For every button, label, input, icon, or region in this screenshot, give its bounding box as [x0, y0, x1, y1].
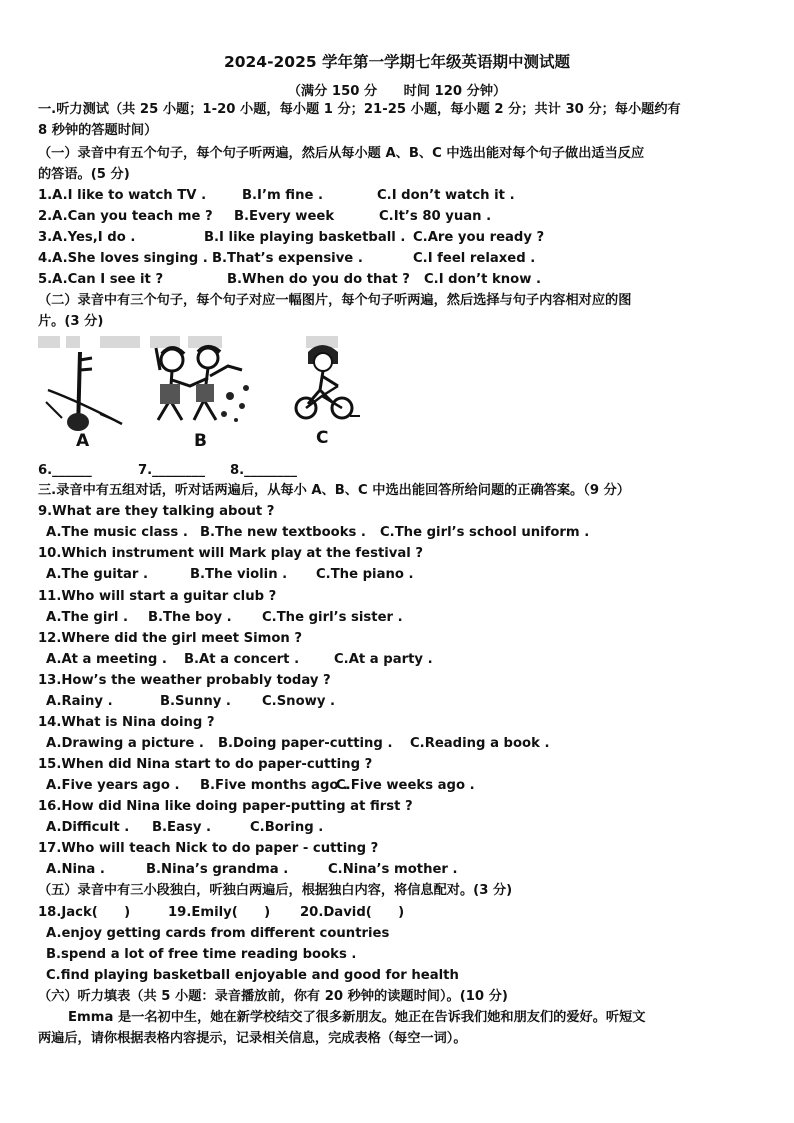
option-c: C.Five weeks ago . — [336, 778, 475, 793]
option-a: A.Rainy . — [46, 694, 113, 709]
option-a: 5.A.Can I see it ? — [38, 272, 164, 287]
page-title: 2024-2025 学年第一学期七年级英语期中测试题 — [223, 53, 571, 71]
option-b: B.Sunny . — [160, 694, 231, 709]
option-b: B.At a concert . — [184, 652, 300, 667]
option-a: A.At a meeting . — [46, 652, 167, 667]
match-choice: C.find playing basketball enjoyable and good for health — [46, 968, 459, 983]
option-a: A.The guitar . — [46, 567, 149, 582]
part1-intro-cont: 的答语。(5 分) — [38, 167, 130, 182]
section-heading-cont: 8 秒钟的答题时间） — [38, 123, 158, 138]
option-c: C.Are you ready ? — [413, 230, 545, 245]
picture-label: C — [316, 428, 329, 448]
dancing-people-icon — [150, 340, 256, 426]
picture-label: B — [194, 431, 207, 451]
option-b: B.I like playing basketball . — [204, 230, 406, 245]
option-a: A.Nina . — [46, 862, 105, 877]
question-text: 9.What are they talking about ? — [38, 504, 275, 519]
question-text: 12.Where did the girl meet Simon ? — [38, 631, 303, 646]
blurred-mark — [100, 336, 140, 348]
part5-intro: （五）录音中有三小段独白，听独白两遍后，根据独白内容，将信息配对。(3 分) — [38, 883, 513, 898]
option-c: C.The girl’s school uniform . — [380, 525, 590, 540]
option-c: C.Snowy . — [262, 694, 336, 709]
option-b: B.When do you do that ? — [227, 272, 410, 287]
option-a: 1.A.I like to watch TV . — [38, 188, 207, 203]
match-item-david[interactable]: 20.David( ) — [300, 905, 405, 920]
part2-intro: （二）录音中有三个句子，每个句子对应一幅图片，每个句子听两遍，然后选择与句子内容相对应的图 — [38, 293, 632, 308]
picture-label: A — [76, 431, 90, 451]
option-b: B.I’m fine . — [242, 188, 324, 203]
option-c: C.I don’t watch it . — [377, 188, 515, 203]
answer-blank-7[interactable]: 7.________ — [138, 463, 205, 478]
passage-text-cont: 两遍后，请你根据表格内容提示，记录相关信息，完成表格（每空一词）。 — [38, 1031, 467, 1046]
page-subtitle: （满分 150 分 时间 120 分钟） — [287, 84, 507, 99]
question-text: 14.What is Nina doing ? — [38, 715, 215, 730]
match-item-emily[interactable]: 19.Emily( ) — [168, 905, 271, 920]
option-c: C.The piano . — [316, 567, 414, 582]
option-b: B.Doing paper-cutting . — [218, 736, 393, 751]
option-c: C.It’s 80 yuan . — [379, 209, 492, 224]
option-b: B.That’s expensive . — [212, 251, 363, 266]
match-choice: A.enjoy getting cards from different countries — [46, 926, 390, 941]
question-text: 10.Which instrument will Mark play at the festival ? — [38, 546, 424, 561]
cycling-girl-icon — [288, 340, 364, 420]
part3-intro: 三.录音中有五组对话，听对话两遍后，从每小 A、B、C 中选出能回答所给问题的正确答案。（9 分） — [38, 483, 630, 498]
match-choice: B.spend a lot of free time reading books . — [46, 947, 357, 962]
option-a: A.The girl . — [46, 610, 128, 625]
option-a: A.The music class . — [46, 525, 188, 540]
question-text: 11.Who will start a guitar club ? — [38, 589, 277, 604]
question-text: 15.When did Nina start to do paper-cutting ? — [38, 757, 373, 772]
option-a: 3.A.Yes,I do . — [38, 230, 136, 245]
option-c: C.At a party . — [334, 652, 433, 667]
part1-intro: （一）录音中有五个句子，每个句子听两遍，然后从每小题 A、B、C 中选出能对每个句子做出适当反应 — [38, 146, 645, 161]
option-a: A.Five years ago . — [46, 778, 180, 793]
question-text: 16.How did Nina like doing paper-putting at first ? — [38, 799, 413, 814]
option-c: C.The girl’s sister . — [262, 610, 403, 625]
passage-text: Emma 是一名初中生，她在新学校结交了很多新朋友。她正在告诉我们她和朋友们的爱好。听短文 — [68, 1010, 646, 1025]
answer-blank-8[interactable]: 8.________ — [230, 463, 297, 478]
question-text: 13.How’s the weather probably today ? — [38, 673, 331, 688]
option-c: C.Reading a book . — [410, 736, 550, 751]
option-b: B.The boy . — [148, 610, 232, 625]
part2-intro-cont: 片。(3 分) — [38, 314, 104, 329]
option-b: B.Five months ago . — [200, 778, 349, 793]
blurred-mark — [38, 336, 60, 348]
option-b: B.The violin . — [190, 567, 288, 582]
section-heading: 一.听力测试（共 25 小题；1-20 小题，每小题 1 分；21-25 小题，每小题 2 分；共计 30 分；每小题约有 — [38, 102, 681, 117]
option-b: B.Every week — [234, 209, 335, 224]
option-c: C.Nina’s mother . — [328, 862, 458, 877]
question-text: 17.Who will teach Nick to do paper - cutting ? — [38, 841, 379, 856]
option-b: B.The new textbooks . — [200, 525, 366, 540]
option-a: A.Difficult . — [46, 820, 130, 835]
option-b: B.Easy . — [152, 820, 212, 835]
option-c: C.I don’t know . — [424, 272, 541, 287]
match-item-jack[interactable]: 18.Jack( ) — [38, 905, 131, 920]
option-a: A.Drawing a picture . — [46, 736, 204, 751]
option-c: C.I feel relaxed . — [413, 251, 536, 266]
option-b: B.Nina’s grandma . — [146, 862, 289, 877]
blurred-mark — [66, 336, 80, 348]
option-a: 2.A.Can you teach me ? — [38, 209, 213, 224]
option-a: 4.A.She loves singing . — [38, 251, 208, 266]
answer-blank-6[interactable]: 6.______ — [38, 463, 92, 478]
part6-intro: （六）听力填表（共 5 小题：录音播放前，你有 20 秒钟的读题时间）。(10 分) — [38, 989, 508, 1004]
option-c: C.Boring . — [250, 820, 324, 835]
